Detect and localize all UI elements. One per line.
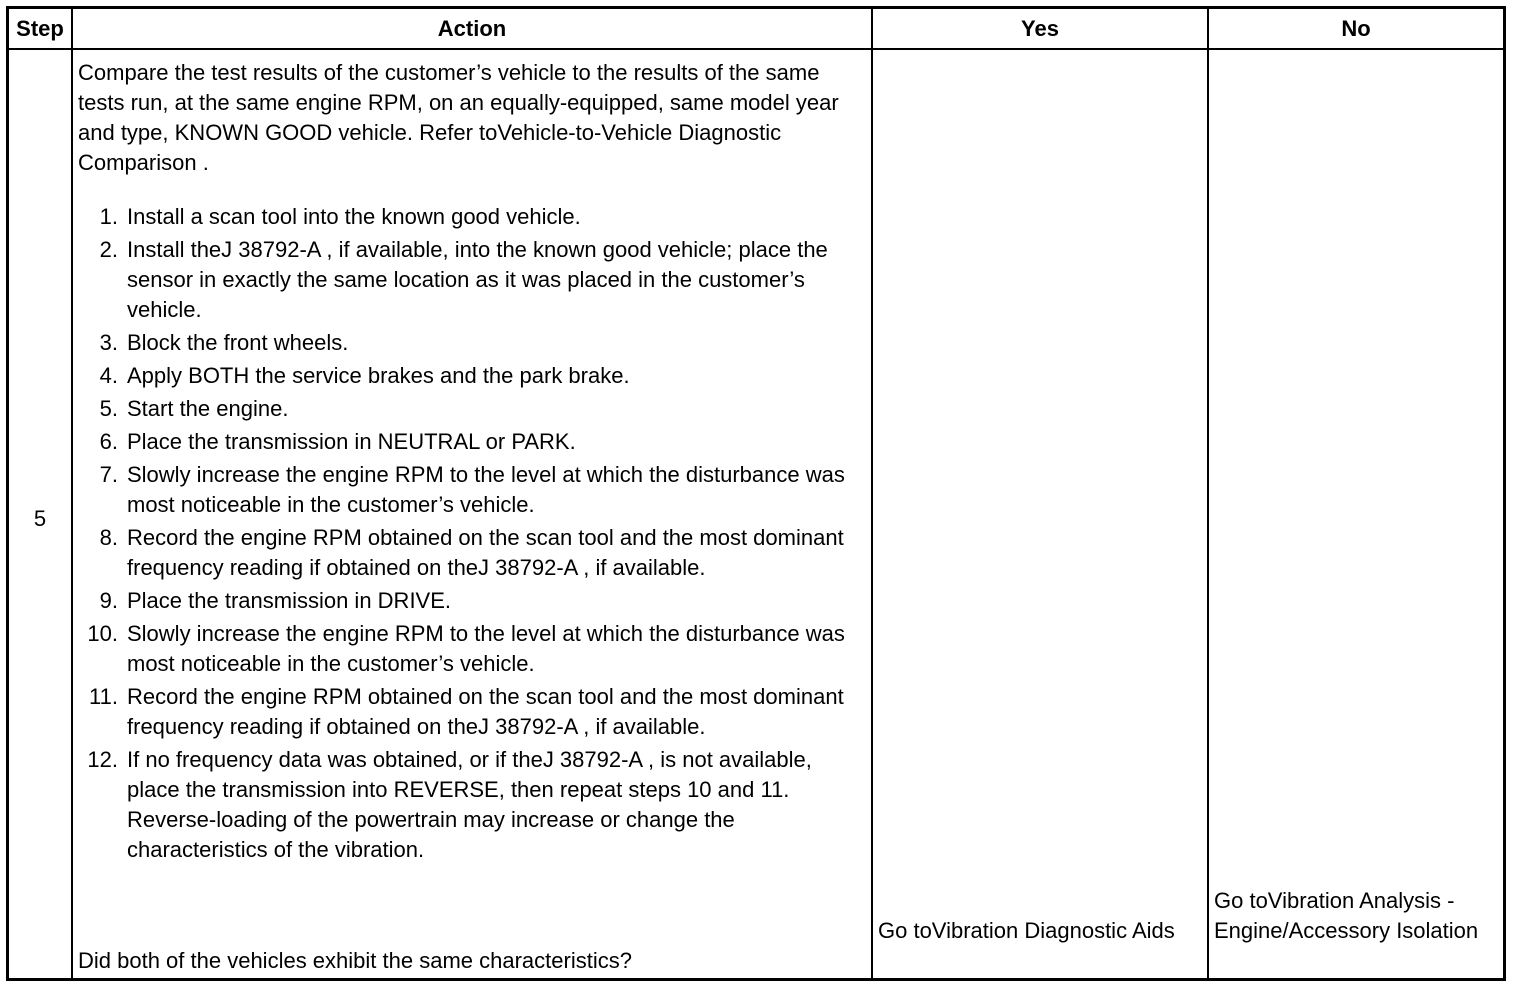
procedure-step [78,682,868,742]
step-text: Place the transmission in DRIVE. [127,588,452,613]
step-number: 5 [33,506,47,531]
step-text: Slowly increase the engine RPM to the level at which the disturbance was most noticeable in the customer’s vehicle. [127,621,845,676]
header-yes: Yes [1021,16,1059,41]
step-index: 7. [99,462,118,487]
column-divider [71,9,73,978]
step-index: 6. [99,429,118,454]
step-text: Start the engine. [127,396,289,421]
yes-link[interactable]: Go toVibration Diagnostic Aids [878,918,1175,943]
column-divider [871,9,873,978]
column-divider [1207,9,1209,978]
procedure-step [78,361,868,391]
action-intro: Compare the test results of the customer’s vehicle to the results of the same tests run, at the same engine RPM, on an equally-equipped, same model year and type, KNOWN GOOD vehicle. Refer toVehicle-to-Vehicle Diagnostic Comparison . [78,60,839,175]
procedure-step [78,328,868,358]
step-text: Record the engine RPM obtained on the scan tool and the most dominant frequency reading if obtained on theJ 38792-A , if available. [127,525,844,580]
procedure-steps [78,202,868,868]
header-step: Step [16,16,64,41]
procedure-step [78,202,868,232]
procedure-step [78,745,868,865]
step-text: Apply BOTH the service brakes and the park brake. [127,363,630,388]
header-action: Action [437,16,507,41]
step-text: Install theJ 38792-A , if available, into the known good vehicle; place the sensor in exactly the same location as it was placed in the customer’s vehicle. [127,237,828,322]
procedure-step [78,619,868,679]
step-index: 3. [99,330,118,355]
step-index: 5. [99,396,118,421]
procedure-step [78,427,868,457]
action-question: Did both of the vehicles exhibit the same characteristics? [78,948,632,973]
step-text: If no frequency data was obtained, or if theJ 38792-A , is not available, place the transmission into REVERSE, then repeat steps 10 and 11. Reverse-loading of the powertrain may increase or change the characteristics of the vibration. [127,747,812,862]
step-index: 11. [89,684,118,709]
step-text: Slowly increase the engine RPM to the level at which the disturbance was most noticeable in the customer’s vehicle. [127,462,845,517]
header-no: No [1341,16,1371,41]
step-text: Install a scan tool into the known good vehicle. [127,204,581,229]
step-index: 10. [87,621,118,646]
diagnostic-table [6,6,1506,981]
step-index: 12. [87,747,118,772]
procedure-step [78,460,868,520]
procedure-step [78,235,868,325]
step-text: Place the transmission in NEUTRAL or PARK. [127,429,576,454]
step-index: 4. [99,363,118,388]
procedure-step [78,586,868,616]
procedure-step [78,523,868,583]
step-index: 1. [99,204,118,229]
step-index: 2. [99,237,118,262]
step-index: 8. [99,525,118,550]
no-link[interactable]: Go toVibration Analysis - Engine/Accessory Isolation [1214,888,1479,943]
step-text: Block the front wheels. [127,330,349,355]
procedure-step [78,394,868,424]
step-text: Record the engine RPM obtained on the scan tool and the most dominant frequency reading if obtained on theJ 38792-A , if available. [127,684,844,739]
step-index: 9. [99,588,118,613]
